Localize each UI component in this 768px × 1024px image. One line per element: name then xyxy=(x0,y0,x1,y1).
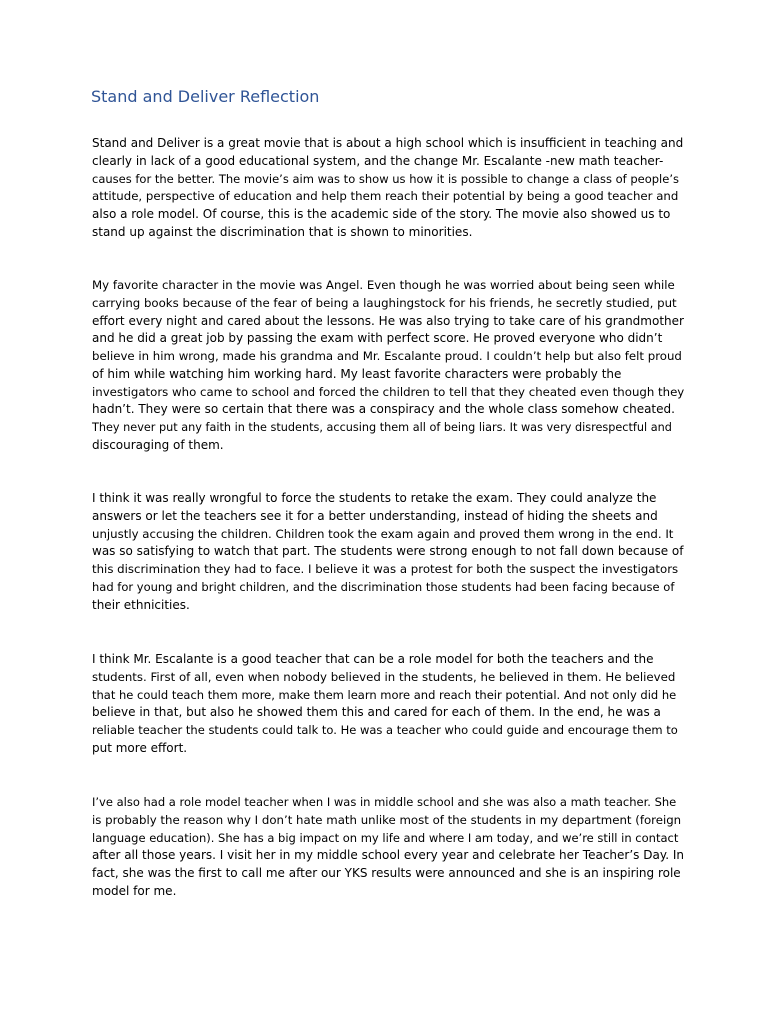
text-line: attitude, perspective of education and help them reach their potential by being a good teacher and xyxy=(92,189,679,204)
text-line: They never put any faith in the students, accusing them all of being liars. It was very disrespectful and xyxy=(92,421,672,434)
paragraph-role-model-teacher xyxy=(92,651,684,758)
text-line: put more effort. xyxy=(92,740,188,755)
text-line: unjustly accusing the children. Children took the exam again and proved them wrong in the end. It xyxy=(92,526,674,541)
paragraph-retake-exam xyxy=(92,490,684,614)
text-line: reliable teacher the students could talk to. He was a teacher who could guide and encourage them to xyxy=(92,723,678,737)
text-line: investigators who came to school and forced the children to tell that they cheated even though they xyxy=(92,384,685,399)
text-line: fact, she was the first to call me after our YKS results were announced and she is an inspiring role xyxy=(92,866,681,880)
text-line: discouraging of them. xyxy=(92,437,224,452)
text-line: and he did a great job by passing the exam with perfect score. He proved everyone who didn’t xyxy=(92,331,663,346)
text-line: of him while watching him working hard. My least favorite characters were probably the xyxy=(92,366,622,381)
text-line: stand up against the discrimination that is shown to minorities. xyxy=(92,224,473,239)
text-line: Stand and Deliver is a great movie that is about a high school which is insufficient in teaching and xyxy=(92,136,684,150)
text-line: I think Mr. Escalante is a good teacher that can be a role model for both the teachers and the xyxy=(92,652,654,666)
text-line: students. First of all, even when nobody believed in the students, he believed in them. He believed xyxy=(92,669,676,684)
text-line: My favorite character in the movie was Angel. Even though he was worried about being seen while xyxy=(92,278,675,292)
text-line: was so satisfying to watch that part. The students were strong enough to not fall down because of xyxy=(92,544,684,559)
text-line: also a role model. Of course, this is the academic side of the story. The movie also showed us to xyxy=(92,207,671,221)
paragraph-favorite-character xyxy=(92,277,684,455)
text-line: I think it was really wrongful to force the students to retake the exam. They could analyze the xyxy=(92,491,657,505)
text-line: this discrimination they had to face. I believe it was a protest for both the suspect the investigators xyxy=(92,562,679,576)
text-line: hadn’t. They were so certain that there was a conspiracy and the whole class somehow cheated. xyxy=(92,402,675,417)
text-line: that he could teach them more, make them learn more and reach their potential. And not only did he xyxy=(92,687,677,702)
paragraph-personal-experience xyxy=(92,794,684,901)
text-line: answers or let the teachers see it for a better understanding, instead of hiding the sheets and xyxy=(92,508,658,523)
text-line: effort every night and cared about the lessons. He was also trying to take care of his grandmother xyxy=(92,313,684,328)
text-line: believe in him wrong, made his grandma and Mr. Escalante proud. I couldn’t help but also felt proud xyxy=(92,349,682,363)
text-line: clearly in lack of a good educational system, and the change Mr. Escalante -new math teacher- xyxy=(92,153,664,168)
text-line: had for young and bright children, and the discrimination those students had been facing because of xyxy=(92,579,675,594)
text-line: their ethnicities. xyxy=(92,597,190,612)
text-line: model for me. xyxy=(92,883,177,898)
text-line: carrying books because of the fear of being a laughingstock for his friends, he secretly studied, put xyxy=(92,295,677,310)
paragraph-intro xyxy=(92,135,684,242)
document-title: Stand and Deliver Reflection xyxy=(91,87,320,106)
text-line: believe in that, but also he showed them this and cared for each of them. In the end, he was a xyxy=(92,705,661,720)
text-line: after all those years. I visit her in my middle school every year and celebrate her Teacher’s Day. In xyxy=(92,848,684,863)
text-line: language education). She has a big impact on my life and where I am today, and we’re still in contact xyxy=(92,830,679,845)
text-line: is probably the reason why I don’t hate math unlike most of the students in my department (foreign xyxy=(92,812,682,827)
text-line: causes for the better. The movie’s aim was to show us how it is possible to change a class of people’s xyxy=(92,171,679,186)
text-line: I’ve also had a role model teacher when I was in middle school and she was also a math teacher. She xyxy=(92,795,677,809)
